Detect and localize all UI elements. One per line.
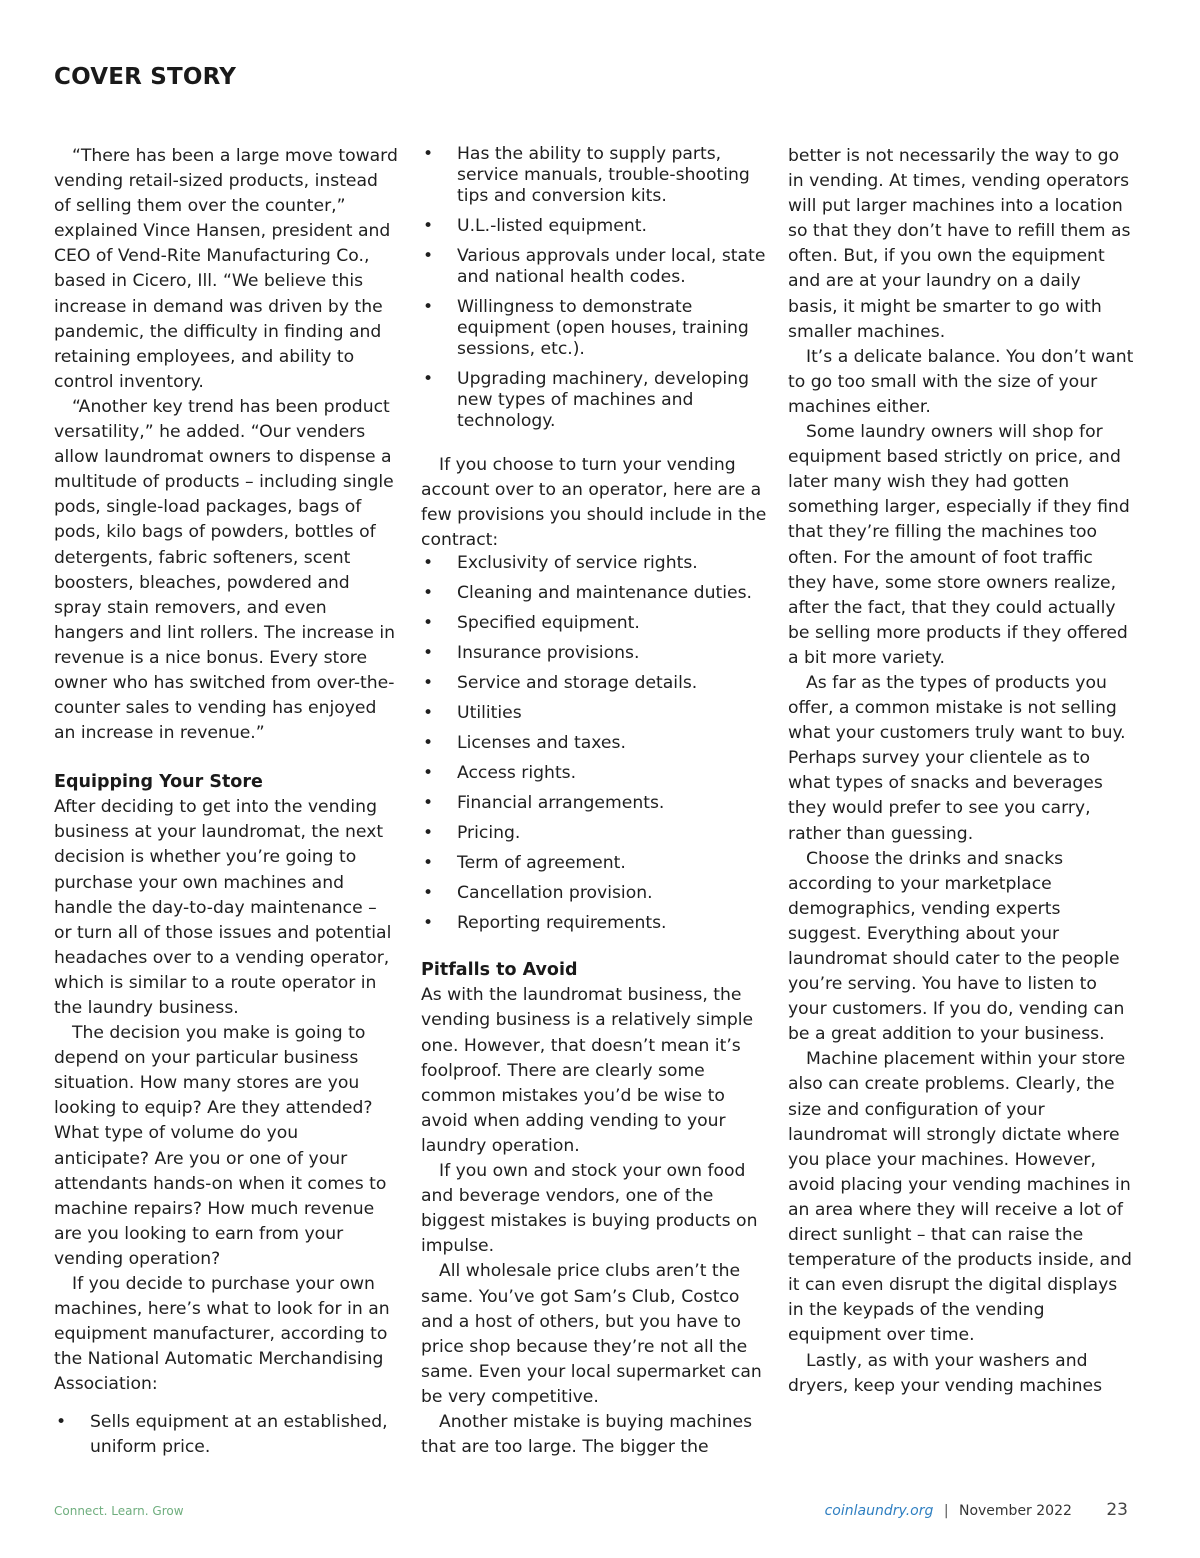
footer-tagline: Connect. Learn. Grow — [54, 1504, 184, 1518]
paragraph: Machine placement within your store also can create problems. Clearly, the size and configuration of your laundromat will strongly dictate where you place your machines. However, avoid placing your vending machines in an area where they will receive a lot of direct sunlight – that can raise the temperature of the products inside, and it can even disrupt the digital displays in the keypads of the vending equipment over time. — [788, 1049, 1132, 1346]
paragraph: After deciding to get into the vending business at your laundromat, the next decision is whether you’re going to purchase your own machines and handle the day-to-day maintenance – or turn all of those issues and potential headaches over to a vending operator, which is similar to a route operator in the laundry business. — [54, 797, 392, 1018]
bullet-icon: • — [56, 1411, 67, 1432]
paragraph: The decision you make is going to depend on your particular business situation. How many stores are you looking to equip? Are they attended? What type of volume do you anticipate? Are you or one of your attendants hands-on when it comes to machine repairs? How much revenue are you looking to earn from your vending operation? — [54, 1023, 387, 1269]
list-item: • Exclusivity of service rights. — [423, 553, 698, 574]
list-item: • Willingness to demonstrate equipment (open houses, training sessions, etc.). — [423, 297, 749, 359]
paragraph: As far as the types of products you offer, a common mistake is not selling what your customers truly want to buy. Perhaps survey your clientele as to what types of snacks and beverages they would prefer to see you carry, rather than guessing. — [788, 672, 1126, 844]
bullet-icon: • — [423, 673, 434, 694]
bullet-icon: • — [423, 246, 434, 266]
subheading-equipping: Equipping Your Store — [54, 772, 263, 793]
paragraph: It’s a delicate balance. You don’t want to go too small with the size of your machines either. — [788, 346, 1134, 417]
bullet-icon: • — [423, 763, 434, 784]
manufacturer-criteria-list-continued — [421, 144, 767, 432]
paragraph: Lastly, as with your washers and dryers, keep your vending machines — [788, 1350, 1103, 1396]
bullet-icon: • — [423, 553, 434, 574]
bullet-icon: • — [423, 613, 434, 634]
bullet-icon: • — [423, 216, 434, 236]
bullet-icon: • — [423, 793, 434, 814]
bullet-icon: • — [423, 369, 434, 389]
column-3 — [788, 144, 1134, 1399]
bullet-icon: • — [423, 913, 434, 934]
bullet-icon: • — [423, 823, 434, 844]
contract-provisions-list — [421, 553, 767, 934]
list-item: • Financial arrangements. — [423, 793, 665, 814]
footer-separator: | — [943, 1503, 949, 1519]
footer-date: November 2022 — [958, 1503, 1072, 1519]
paragraph: Some laundry owners will shop for equipment based strictly on price, and later many wish they had gotten something larger, especially if they find that they’re filling the machines too often. For the amount of foot traffic they have, some store owners realize, after the fact, that they could actually be selling more products if they offered a bit more variety. — [788, 422, 1130, 668]
list-item: • Utilities — [423, 703, 522, 724]
paragraph: better is not necessarily the way to go in vending. At times, vending operators will put larger machines into a location so that they don’t have to refill them as often. But, if you own the equipment and are at your laundry on a daily basis, it might be smarter to go with smaller machines. — [788, 146, 1131, 342]
column-2 — [421, 144, 767, 1460]
bullet-icon: • — [423, 583, 434, 604]
footer-info — [825, 1500, 1128, 1520]
list-item: • Insurance provisions. — [423, 643, 640, 664]
bullet-icon: • — [423, 703, 434, 724]
bullet-icon: • — [423, 883, 434, 904]
list-item: • Specified equipment. — [423, 613, 640, 634]
list-item: • Has the ability to supply parts, service manuals, trouble-shooting tips and conversion kits. — [423, 144, 750, 206]
paragraph: If you decide to purchase your own machines, here’s what to look for in an equipment manufacturer, according to the National Automatic Merchandising Association: — [54, 1274, 390, 1395]
paragraph: “Another key trend has been product versatility,” he added. “Our venders allow laundromat owners to dispense a multitude of products – including single pods, single-load packages, bags of pods, kilo bags of powders, bottles of detergents, fabric softeners, scent boosters, bleaches, powdered and spray stain removers, and even hangers and lint rollers. The increase in revenue is a nice bonus. Every store owner who has switched from over-the-counter sales to vending has enjoyed an increase in revenue.” — [54, 396, 396, 744]
paragraph: Another mistake is buying machines that are too large. The bigger the — [421, 1411, 753, 1458]
list-item: • Reporting requirements. — [423, 913, 667, 934]
bullet-icon: • — [423, 643, 434, 664]
list-item: • Licenses and taxes. — [423, 733, 626, 754]
paragraph: If you choose to turn your vending account over to an operator, here are a few provisions you should include in the contract: — [421, 455, 767, 551]
column-1 — [54, 144, 398, 1460]
bullet-icon: • — [423, 297, 434, 317]
list-item: • Cancellation provision. — [423, 883, 653, 904]
list-item: • Service and storage details. — [423, 673, 698, 694]
bullet-icon: • — [423, 144, 434, 164]
list-item: • Upgrading machinery, developing new types of machines and technology. — [423, 369, 749, 431]
list-item: • Cleaning and maintenance duties. — [423, 583, 752, 604]
paragraph: As with the laundromat business, the vending business is a relatively simple one. However, that doesn’t mean it’s foolproof. There are clearly some common mistakes you’d be wise to avoid when adding vending to your laundry operation. — [421, 985, 754, 1156]
subheading-pitfalls: Pitfalls to Avoid — [421, 960, 578, 981]
manufacturer-criteria-list — [54, 1410, 398, 1460]
bullet-icon: • — [423, 853, 434, 874]
list-item: • Pricing. — [423, 823, 521, 844]
section-header: COVER STORY — [54, 64, 237, 90]
paragraph: Choose the drinks and snacks according to your marketplace demographics, vending experts suggest. Everything about your laundromat should cater to the people you’re serving. You have to listen to your customers. If you do, vending can be a great addition to your business. — [788, 848, 1125, 1045]
page-number: 23 — [1106, 1500, 1128, 1520]
list-item: • Term of agreement. — [423, 853, 626, 874]
list-item: • Sells equipment at an established, uniform price. — [56, 1411, 388, 1457]
paragraph: If you own and stock your own food and beverage vendors, one of the biggest mistakes is buying products on impulse. — [421, 1161, 758, 1257]
list-item: • Various approvals under local, state and national health codes. — [423, 246, 766, 287]
list-item: • U.L.-listed equipment. — [423, 216, 647, 236]
paragraph: “There has been a large move toward vending retail-sized products, instead of selling them over the counter,” explained Vince Hansen, president and CEO of Vend-Rite Manufacturing Co., based in Cicero, Ill. “We believe this increase in demand was driven by the pandemic, the difficulty in finding and retaining employees, and ability to control inventory. — [54, 146, 398, 392]
paragraph: All wholesale price clubs aren’t the same. You’ve got Sam’s Club, Costco and a host of others, but you have to price shop because they’re not all the same. Even your local supermarket can be very competitive. — [421, 1261, 762, 1407]
bullet-icon: • — [423, 733, 434, 754]
footer-site-link[interactable]: coinlaundry.org — [824, 1503, 934, 1519]
list-item: • Access rights. — [423, 763, 577, 784]
